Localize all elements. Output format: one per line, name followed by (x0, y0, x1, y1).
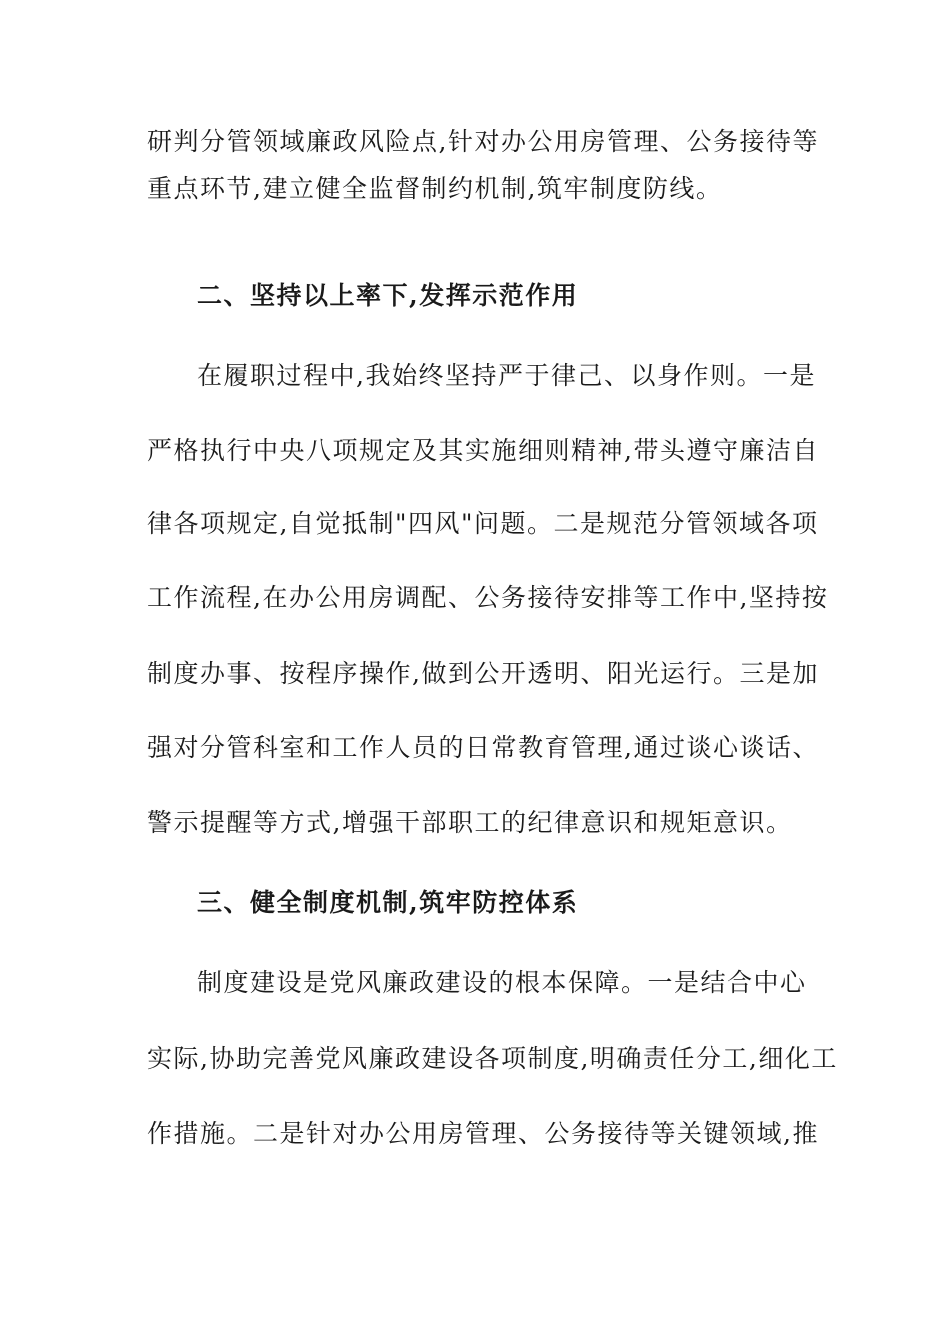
section-heading-3: 三、健全制度机制,筑牢防控体系 (197, 888, 579, 917)
paragraph-line: 实际,协助完善党风廉政建设各项制度,明确责任分工,细化工 (147, 1044, 838, 1073)
paragraph-line: 研判分管领域廉政风险点,针对办公用房管理、公务接待等 (147, 127, 819, 156)
paragraph-line: 律各项规定,自觉抵制"四风"问题。二是规范分管领域各项 (147, 509, 819, 538)
paragraph-line: 严格执行中央八项规定及其实施细则精神,带头遵守廉洁自 (147, 436, 819, 465)
paragraph-line: 强对分管科室和工作人员的日常教育管理,通过谈心谈话、 (147, 733, 819, 762)
paragraph-line: 重点环节,建立健全监督制约机制,筑牢制度防线。 (147, 174, 723, 203)
paragraph-line: 作措施。二是针对办公用房管理、公务接待等关键领域,推 (147, 1119, 819, 1148)
paragraph-line: 工作流程,在办公用房调配、公务接待安排等工作中,坚持按 (147, 583, 829, 612)
paragraph-line: 制度建设是党风廉政建设的根本保障。一是结合中心 (197, 968, 807, 997)
paragraph-line: 制度办事、按程序操作,做到公开透明、阳光运行。三是加 (147, 659, 819, 688)
paragraph-line: 警示提醒等方式,增强干部职工的纪律意识和规矩意识。 (147, 808, 793, 837)
section-heading-2: 二、坚持以上率下,发挥示范作用 (197, 281, 579, 310)
paragraph-line: 在履职过程中,我始终坚持严于律己、以身作则。一是 (197, 361, 816, 390)
